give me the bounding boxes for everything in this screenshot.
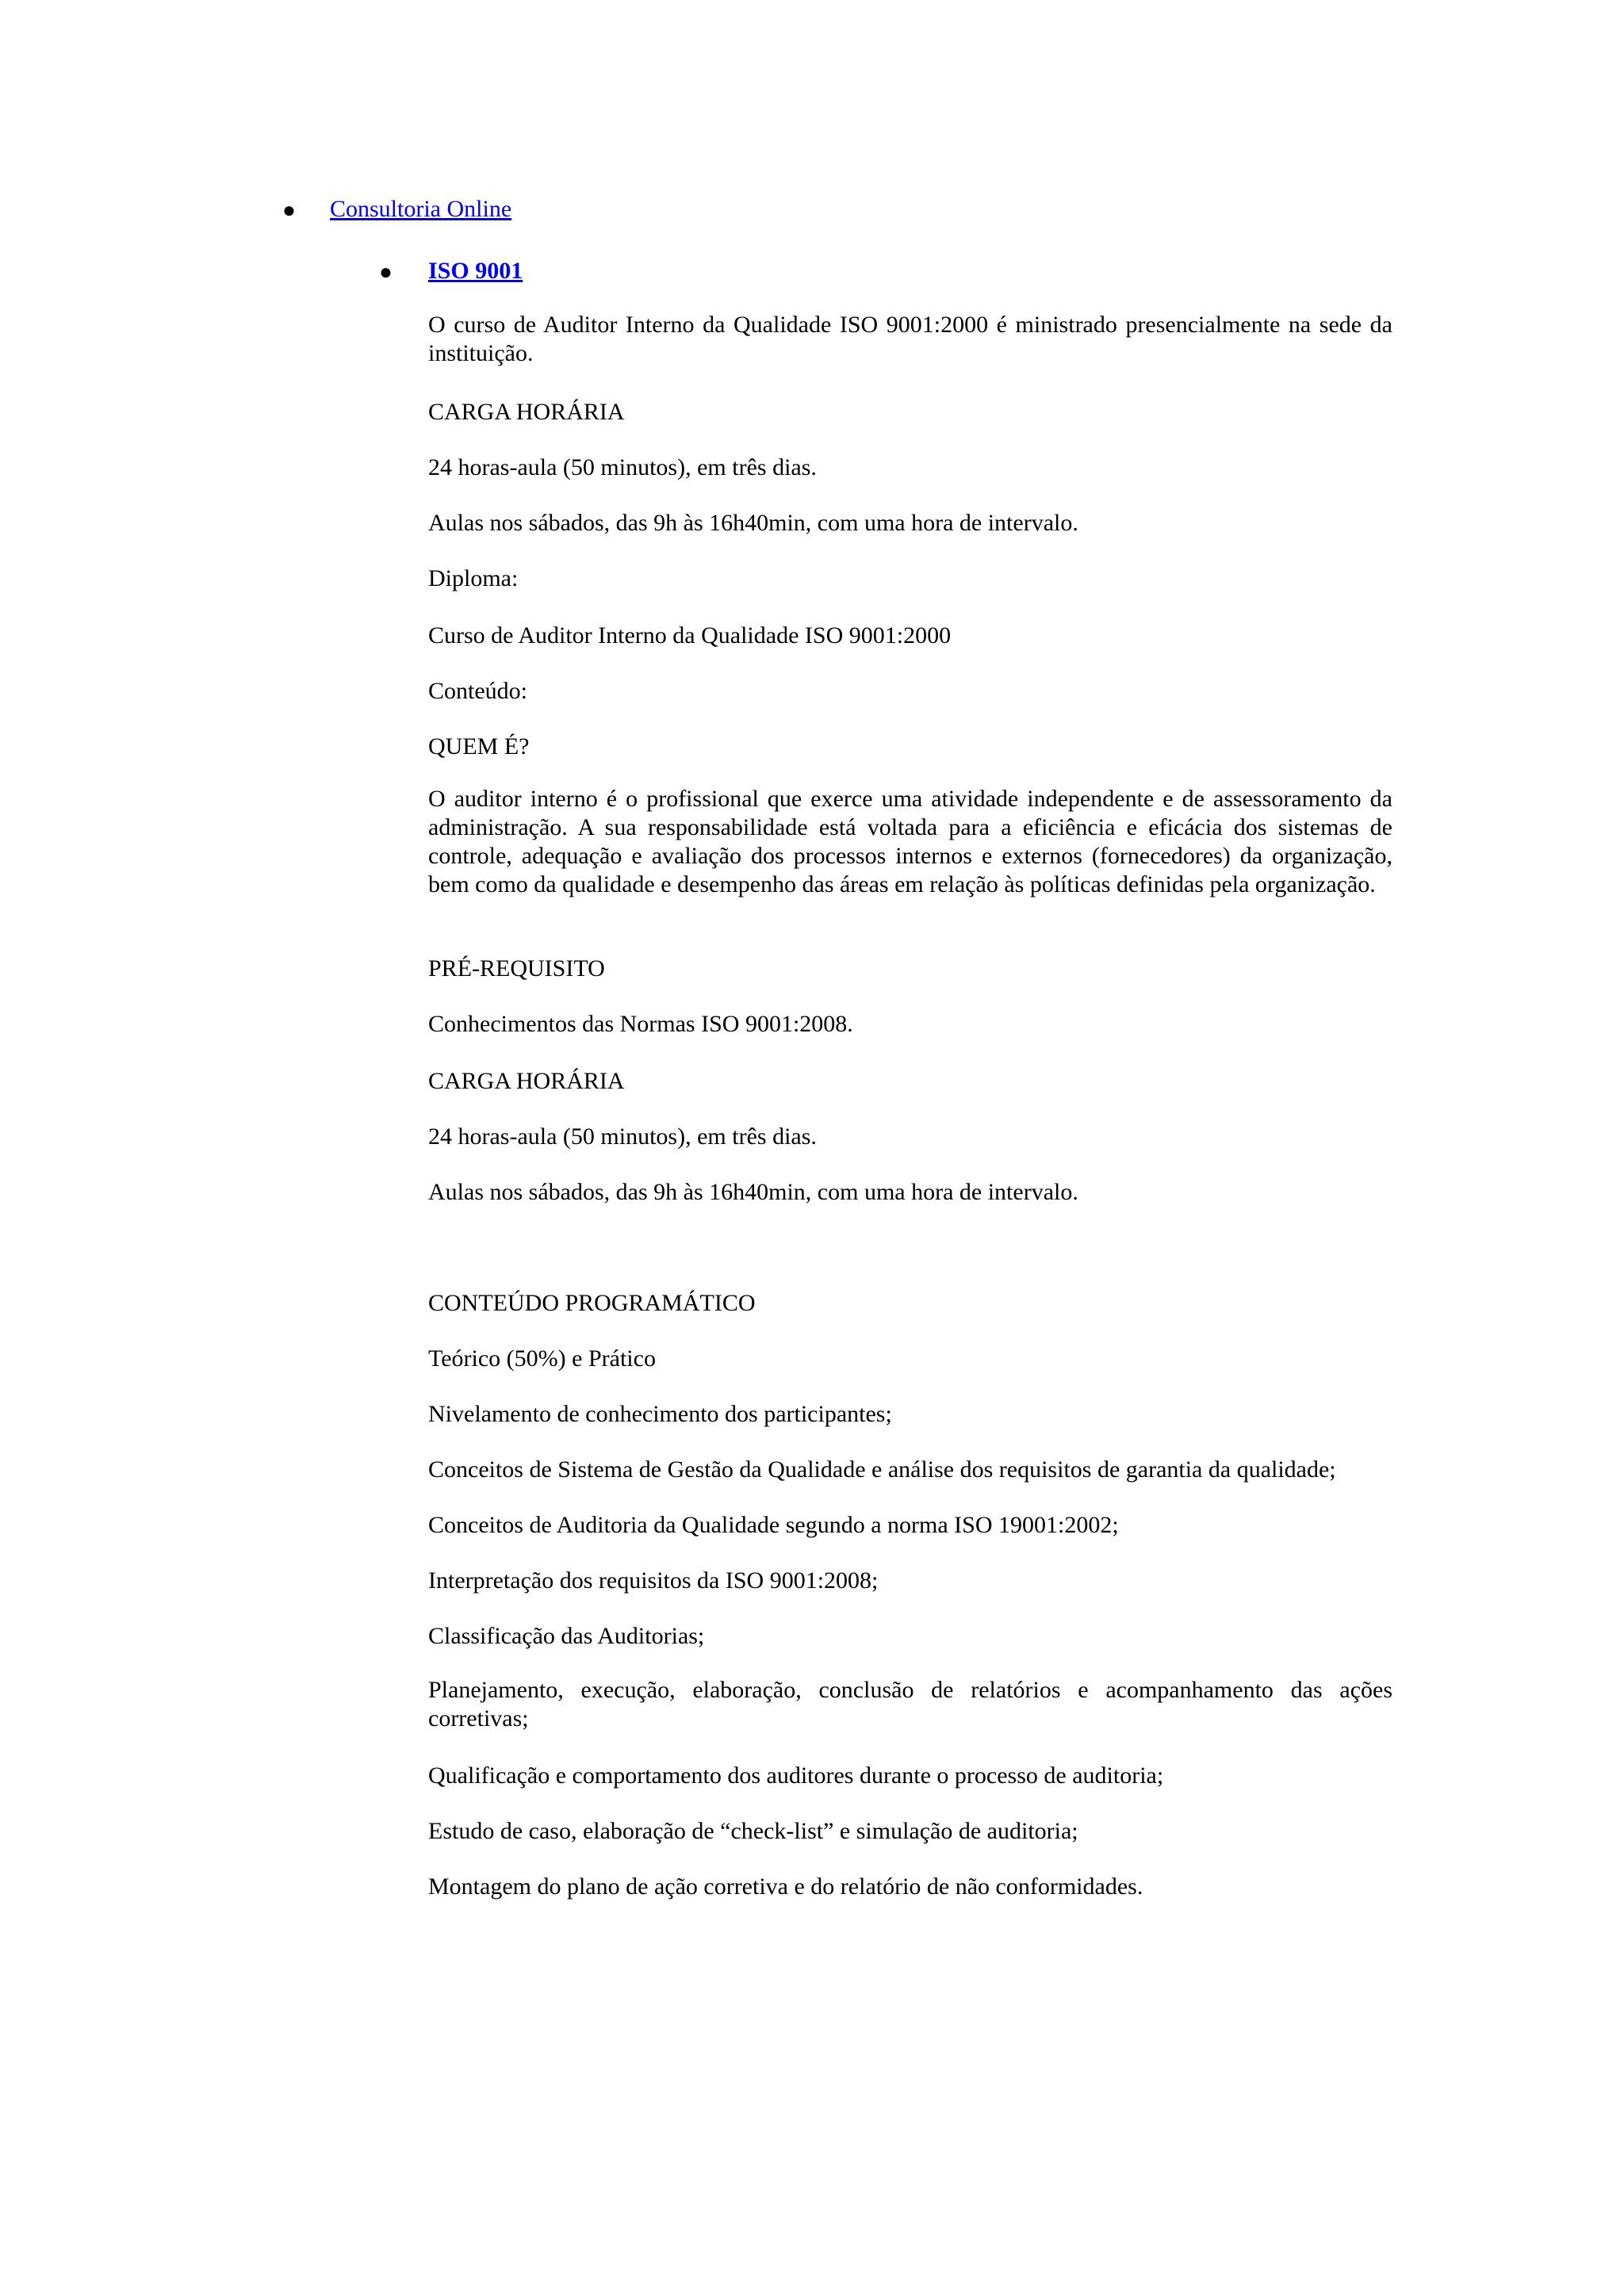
content-item: Conceitos de Sistema de Gestão da Qualidade e análise dos requisitos de garantia da qualidade; <box>428 1456 1336 1483</box>
prerequisite-text: Conhecimentos das Normas ISO 9001:2008. <box>428 1011 853 1037</box>
section-heading: PRÉ-REQUISITO <box>428 955 605 982</box>
workload-text: 24 horas-aula (50 minutos), em três dias. <box>428 1123 817 1150</box>
bullet-icon: ● <box>379 260 393 285</box>
content-item: Conceitos de Auditoria da Qualidade segundo a norma ISO 19001:2002; <box>428 1512 1119 1538</box>
course-intro: O curso de Auditor Interno da Qualidade ISO 9001:2000 é ministrado presencialmente na sede da instituição. <box>428 312 1392 366</box>
auditor-description: O auditor interno é o profissional que exerce uma atividade independente e de assessoramento da administração. A sua responsabilidade está voltada para a eficiência e eficácia dos sistemas de controle, adequação e avaliação dos processos internos e externos (fornecedores) da organização, bem como da qualidade e desempenho das áreas em relação às políticas definidas pela organização. <box>428 786 1392 897</box>
iso-9001-link[interactable]: ISO 9001 <box>428 258 523 284</box>
section-heading: CARGA HORÁRIA <box>428 1068 625 1094</box>
workload-text: 24 horas-aula (50 minutos), em três dias. <box>428 454 817 480</box>
section-heading: QUEM É? <box>428 733 530 760</box>
section-heading: CARGA HORÁRIA <box>428 399 625 425</box>
content-item: Montagem do plano de ação corretiva e do relatório de não conformidades. <box>428 1873 1143 1900</box>
diploma-text: Curso de Auditor Interno da Qualidade ISO 9001:2000 <box>428 622 952 649</box>
content-item: Estudo de caso, elaboração de “check-list” e simulação de auditoria; <box>428 1818 1078 1844</box>
schedule-text: Aulas nos sábados, das 9h às 16h40min, com uma hora de intervalo. <box>428 1179 1078 1205</box>
content-item: Planejamento, execução, elaboração, conclusão de relatórios e acompanhamento das ações corretivas; <box>428 1677 1392 1732</box>
bullet-icon: ● <box>282 198 296 223</box>
diploma-label: Diploma: <box>428 565 519 591</box>
content-item: Classificação das Auditorias; <box>428 1623 705 1649</box>
content-item: Qualificação e comportamento dos auditores durante o processo de auditoria; <box>428 1762 1164 1789</box>
schedule-text: Aulas nos sábados, das 9h às 16h40min, com uma hora de intervalo. <box>428 510 1078 536</box>
content-item: Teórico (50%) e Prático <box>428 1345 656 1372</box>
consultoria-online-link[interactable]: Consultoria Online <box>330 196 512 222</box>
content-item: Nivelamento de conhecimento dos participantes; <box>428 1401 892 1427</box>
content-item: Interpretação dos requisitos da ISO 9001:2008; <box>428 1567 879 1594</box>
content-label: Conteúdo: <box>428 678 527 704</box>
section-heading: CONTEÚDO PROGRAMÁTICO <box>428 1290 756 1316</box>
